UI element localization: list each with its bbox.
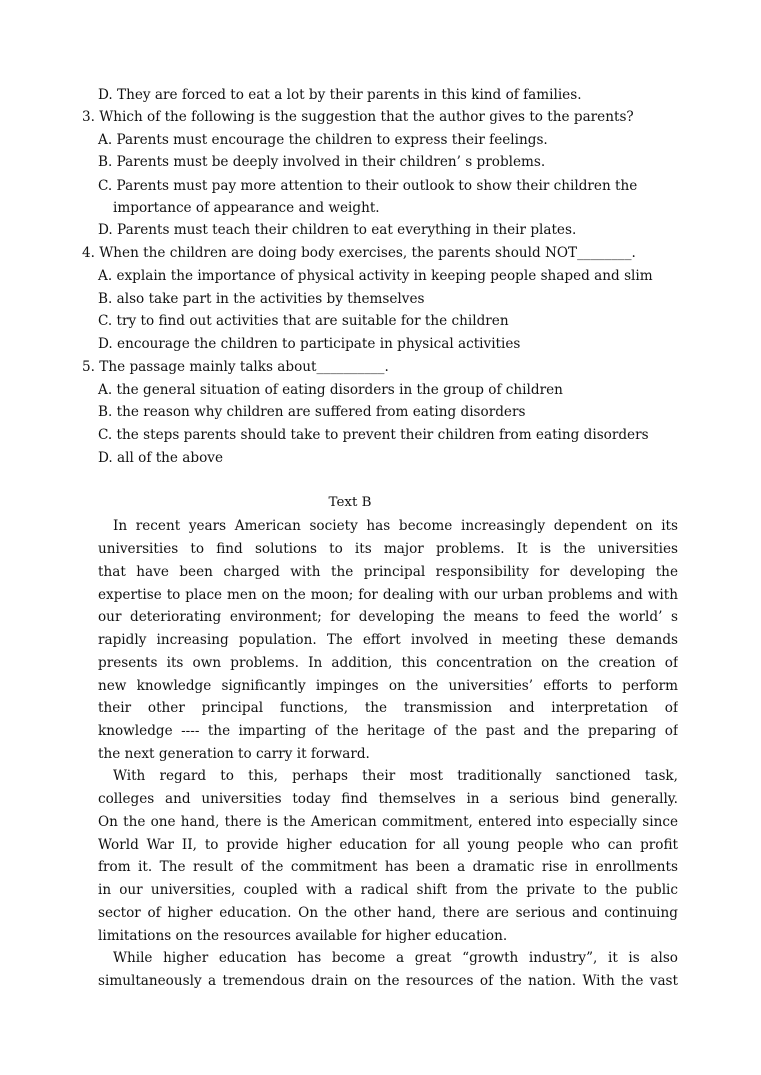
paragraph-2-line: With regard to this, perhaps their most traditionally sanctioned task, bbox=[113, 768, 678, 784]
q3-option-c-line2: importance of appearance and weight. bbox=[113, 200, 380, 216]
paragraph-2-line: World War II, to provide higher education for all young people who can profit bbox=[98, 837, 678, 853]
q5-option-c: C. the steps parents should take to prevent their children from eating disorders bbox=[98, 427, 649, 443]
q4-option-c: C. try to find out activities that are suitable for the children bbox=[98, 313, 509, 329]
paragraph-2-line: limitations on the resources available for higher education. bbox=[98, 928, 508, 944]
paragraph-1-line: rapidly increasing population. The effort involved in meeting these demands bbox=[98, 632, 678, 648]
paragraph-1-line: new knowledge significantly impinges on the universities’ efforts to perform bbox=[98, 678, 678, 694]
paragraph-2-line: from it. The result of the commitment has been a dramatic rise in enrollments bbox=[98, 859, 678, 875]
q3-option-a: A. Parents must encourage the children to express their feelings. bbox=[98, 132, 548, 148]
paragraph-3-line: While higher education has become a great “growth industry”, it is also bbox=[113, 950, 678, 966]
q3-stem: 3. Which of the following is the suggestion that the author gives to the parents? bbox=[82, 109, 634, 125]
paragraph-2-line: sector of higher education. On the other hand, there are serious and continuing bbox=[98, 905, 678, 921]
paragraph-1-line: presents its own problems. In addition, this concentration on the creation of bbox=[98, 655, 678, 671]
q4-option-a: A. explain the importance of physical activity in keeping people shaped and slim bbox=[98, 268, 653, 284]
q5-stem: 5. The passage mainly talks about__________. bbox=[82, 359, 389, 375]
paragraph-2-line: in our universities, coupled with a radical shift from the private to the public bbox=[98, 882, 678, 898]
q5-option-a: A. the general situation of eating disorders in the group of children bbox=[98, 382, 563, 398]
q2-option-d: D. They are forced to eat a lot by their parents in this kind of families. bbox=[98, 87, 582, 103]
section-title: Text B bbox=[328, 495, 372, 510]
paragraph-1-line: universities to find solutions to its major problems. It is the universities bbox=[98, 541, 678, 557]
q5-option-b: B. the reason why children are suffered from eating disorders bbox=[98, 404, 526, 420]
paragraph-1-line: our deteriorating environment; for developing the means to feed the world’ s bbox=[98, 609, 678, 625]
paragraph-2-line: colleges and universities today find themselves in a serious bind generally. bbox=[98, 791, 678, 807]
paragraph-1-line: their other principal functions, the transmission and interpretation of bbox=[98, 700, 678, 716]
paragraph-1-line: expertise to place men on the moon; for dealing with our urban problems and with bbox=[98, 587, 678, 603]
paragraph-1-line: In recent years American society has become increasingly dependent on its bbox=[113, 518, 678, 534]
q4-stem: 4. When the children are doing body exercises, the parents should NOT________. bbox=[82, 245, 636, 261]
paragraph-2-line: On the one hand, there is the American commitment, entered into especially since bbox=[98, 814, 678, 830]
q3-option-c-line1: C. Parents must pay more attention to their outlook to show their children the bbox=[98, 178, 638, 194]
paragraph-1-line: knowledge ---- the imparting of the heritage of the past and the preparing of bbox=[98, 723, 678, 739]
q4-option-b: B. also take part in the activities by themselves bbox=[98, 291, 425, 307]
paragraph-1-line: the next generation to carry it forward. bbox=[98, 746, 370, 762]
paragraph-1-line: that have been charged with the principal responsibility for developing the bbox=[98, 564, 678, 580]
q5-option-d: D. all of the above bbox=[98, 450, 224, 466]
q3-option-b: B. Parents must be deeply involved in their children’ s problems. bbox=[98, 154, 546, 170]
q4-option-d: D. encourage the children to participate in physical activities bbox=[98, 336, 521, 352]
q3-option-d: D. Parents must teach their children to eat everything in their plates. bbox=[98, 222, 577, 238]
paragraph-3-line: simultaneously a tremendous drain on the resources of the nation. With the vast bbox=[98, 973, 678, 989]
